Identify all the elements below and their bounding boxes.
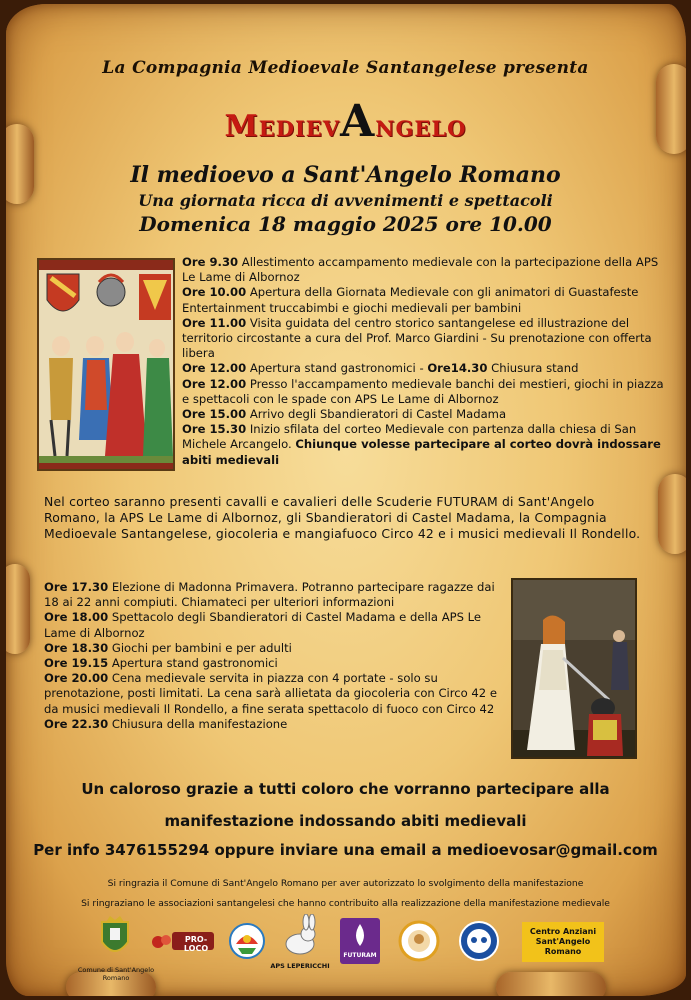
schedule-text: Spettacolo degli Sbandieratori di Castel Madama e della APS Le Lame di Albornoz — [44, 610, 482, 640]
thanks-line: manifestazione indossando abiti medievali — [164, 812, 527, 830]
scroll-curl — [6, 564, 30, 654]
schedule-text: Chiusura stand — [487, 361, 579, 376]
schedule-time: Ore 22.30 — [44, 716, 109, 731]
comune-crest-icon — [96, 916, 134, 964]
schedule-time: Ore 10.00 — [182, 285, 247, 300]
schedule-item — [182, 377, 664, 407]
blue-badge-icon — [458, 920, 500, 962]
acknowledgement: Si ringraziano le associazioni santangelesi che hanno contribuito alla realizzazione della manifestazione medievale — [81, 898, 610, 909]
accolade-painting — [511, 578, 637, 759]
schedule-item — [182, 407, 664, 422]
schedule-time: Ore 20.00 — [44, 671, 109, 686]
association-badge-icon — [228, 922, 266, 960]
schedule-time: Ore 15.00 — [182, 407, 247, 422]
schedule-item — [182, 361, 664, 376]
manuscript-illustration — [37, 258, 175, 471]
schedule-time: Ore 17.30 — [44, 580, 109, 594]
acknowledgement: Si ringrazia il Comune di Sant'Angelo Romano per aver autorizzato lo svolgimento della manifestazione — [107, 878, 584, 889]
schedule-item — [182, 316, 664, 362]
schedule-item — [44, 717, 506, 732]
schedule-time: Ore 18.00 — [44, 610, 109, 625]
schedule-text: Allestimento accampamento medievale con la partecipazione della APS Le Lame di Albornoz — [182, 255, 659, 285]
proloco-text: PRO-LOCO — [183, 935, 209, 953]
schedule-item — [44, 610, 506, 640]
rabbit-icon — [278, 914, 322, 958]
event-tagline: Una giornata ricca di avvenimenti e spettacoli — [138, 191, 553, 210]
schedule-text: Apertura della Giornata Medievale con gli animatori di Guastafeste Entertainment truccabimbi e giochi medievali per bambini — [182, 285, 639, 315]
schedule-time: Ore14.30 — [427, 361, 488, 376]
centro-line: Romano — [544, 947, 582, 956]
schedule-item — [182, 255, 664, 285]
leperi-caption: APS LEPERICCHI — [270, 962, 330, 970]
centro-anziani-logo — [522, 922, 604, 962]
schedule-time: Ore 12.00 — [182, 361, 247, 376]
corteo-paragraph: Nel corteo saranno presenti cavalli e cavalieri delle Scuderie FUTURAM di Sant'Angelo Romano, la APS Le Lame di Albornoz, gli Sbandieratori di Castel Madama, la Compagnia Medioevale Santangelese, giocoleria e mangiafuoco Circo 42 e i musici medievali Il Rondello. — [44, 494, 641, 541]
centro-line: Sant'Angelo — [535, 937, 591, 946]
schedule-text: Apertura stand gastronomici — [108, 656, 278, 671]
schedule-note: Chiunque volesse partecipare al corteo dovrà indossare abiti medievali — [182, 437, 661, 467]
schedule-time: Ore 19.15 — [44, 656, 109, 671]
schedule-item — [182, 422, 664, 468]
schedule-time: Ore 18.30 — [44, 640, 109, 655]
evening-schedule — [44, 580, 506, 732]
event-date: Domenica 18 maggio 2025 ore 10.00 — [139, 212, 552, 236]
schedule-item — [44, 671, 506, 717]
schedule-text: Inizio sfilata del corteo Medievale con partenza dalla chiesa di San Michele Arcangelo. — [182, 422, 637, 452]
schedule-time: Ore 12.00 — [182, 376, 247, 391]
schedule-text: Cena medievale servita in piazza con 4 portate - solo su prenotazione, posti limitati. La cena sarà allietata da giocoleria con Circo 42 e da musici medievali Il Rondello, a fine serata spettacolo di fuoco con Circo 42 — [44, 671, 497, 716]
centro-line: Centro Anziani — [529, 927, 597, 936]
schedule-text: Giochi per bambini e per adulti — [108, 640, 292, 655]
morning-schedule — [182, 255, 664, 468]
contact-info: Per info 3476155294 oppure inviare una email a medioevosar@gmail.com — [33, 841, 658, 859]
title-big-letter: A — [340, 96, 376, 147]
schedule-item — [44, 656, 506, 671]
sponsor-logos — [77, 912, 612, 982]
circular-seal-icon — [398, 920, 440, 962]
presenter-line: La Compagnia Medioevale Santangelese presenta — [102, 58, 589, 78]
title-part: ngelo — [375, 109, 467, 144]
schedule-text: Arrivo degli Sbandieratori di Castel Madama — [246, 407, 507, 422]
event-logo-title — [0, 96, 691, 147]
schedule-time: Ore 11.00 — [182, 315, 247, 330]
schedule-item — [44, 580, 506, 610]
schedule-time: Ore 9.30 — [182, 255, 239, 269]
schedule-text: Presso l'accampamento medievale banchi dei mestieri, giochi in piazza e spettacoli con le spade con APS Le Lame di Albornoz — [182, 376, 664, 406]
futuram-logo — [340, 918, 380, 964]
event-subtitle: Il medioevo a Sant'Angelo Romano — [130, 162, 561, 188]
scroll-curl — [658, 474, 686, 554]
schedule-item — [44, 641, 506, 656]
schedule-text: Elezione di Madonna Primavera. Potranno partecipare ragazze dai 18 ai 22 anni compiuti. Chiamateci per ulteriori informazioni — [44, 580, 495, 610]
title-part: Medi — [224, 109, 306, 144]
schedule-text: Apertura stand gastronomici - — [246, 361, 428, 376]
schedule-text: Visita guidata del centro storico santangelese ed illustrazione del territorio circostante a cura del Prof. Marco Giardini - Su prenotazione con offerta libera — [182, 315, 652, 361]
futuram-text: FUTURAM — [343, 952, 377, 959]
proloco-logo — [150, 926, 216, 954]
schedule-item — [182, 285, 664, 315]
thanks-line: Un caloroso grazie a tutti coloro che vorranno partecipare alla — [81, 780, 610, 798]
title-part: ev — [305, 109, 341, 144]
schedule-text: Chiusura della manifestazione — [108, 716, 288, 731]
comune-caption: Comune di Sant'Angelo Romano — [77, 966, 155, 982]
schedule-time: Ore 15.30 — [182, 422, 247, 437]
